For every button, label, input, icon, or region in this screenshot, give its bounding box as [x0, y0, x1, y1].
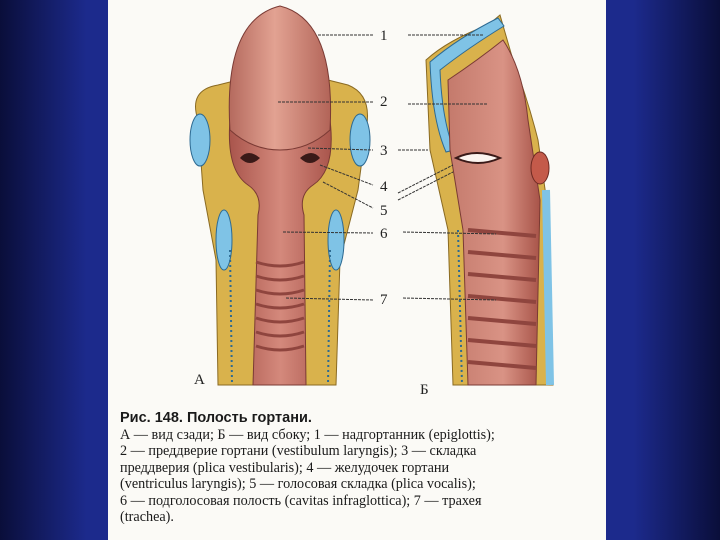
caption-line-4: (ventriculus laryngis); 5 — голосовая складка (plica vocalis); [120, 476, 476, 492]
view-a-cartilage-right-upper [350, 114, 370, 166]
label-2: 2 [380, 94, 388, 110]
view-a-cartilage-left-upper [190, 114, 210, 166]
label-4: 4 [380, 179, 388, 195]
caption-line-3: преддверия (plica vestibularis); 4 — желудочек гортани [120, 459, 450, 476]
view-b-label: Б [420, 382, 429, 398]
caption-line-5: 6 — подголосовая полость (cavitas infraglottica); 7 — трахея [120, 492, 482, 509]
view-a-drawing [190, 6, 370, 385]
label-3: 3 [380, 143, 388, 159]
label-6: 6 [380, 226, 388, 242]
label-5: 5 [380, 203, 388, 219]
label-7: 7 [380, 292, 388, 308]
caption-line-1: А — вид сзади; Б — вид сбоку; 1 — надгортанник (epiglottis); [120, 426, 495, 443]
view-b-drawing [426, 15, 553, 385]
view-b-cartilage-posterior [531, 152, 549, 184]
caption-line-6: (trachea). [120, 509, 174, 525]
caption-title: Рис. 148. Полость гортани. [120, 410, 312, 426]
label-1: 1 [380, 28, 388, 44]
slide-page [108, 0, 606, 540]
figure-caption [120, 410, 600, 526]
view-a-label: А [194, 372, 205, 388]
caption-line-2: 2 — преддверие гортани (vestibulum laryngis); 3 — складка [120, 443, 477, 459]
view-a-epiglottis [229, 6, 330, 150]
view-b-cartilage-strip [546, 190, 550, 385]
larynx-illustration [108, 0, 606, 400]
